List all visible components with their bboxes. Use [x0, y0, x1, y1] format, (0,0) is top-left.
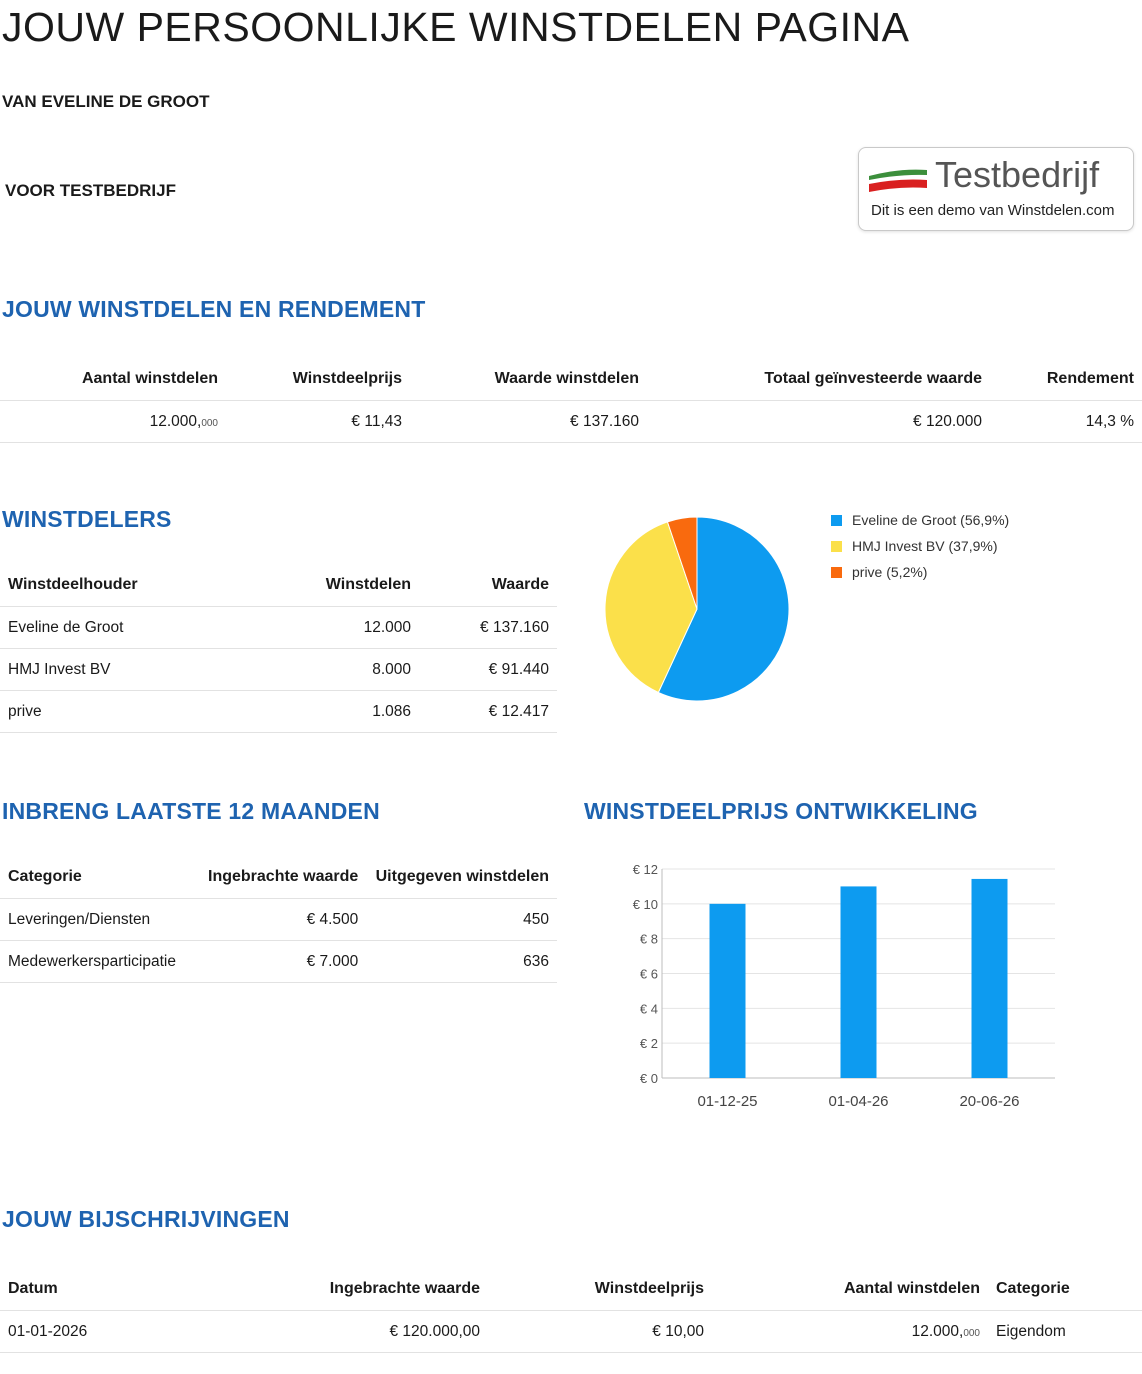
section-title-inbreng: INBRENG LAATSTE 12 MAANDEN: [2, 798, 380, 824]
table-cell: [0, 401, 226, 443]
owner-name: VAN EVELINE DE GROOT: [2, 92, 210, 111]
logo-name: Testbedrijf: [935, 154, 1100, 195]
col-header: Aantal winstdelen: [712, 1268, 988, 1311]
section-title-winstdelers: WINSTDELERS: [2, 506, 172, 532]
col-header: Winstdelen: [253, 564, 419, 607]
x-tick-label: 01-12-25: [697, 1093, 758, 1110]
table-row: [0, 1311, 1142, 1353]
table-row: [0, 649, 557, 691]
y-tick-label: € 6: [639, 966, 658, 982]
issued-shares: 636: [366, 941, 557, 983]
col-header: Categorie: [0, 856, 184, 899]
table-cell: € 120.000: [647, 401, 990, 443]
y-tick-label: € 12: [632, 862, 658, 877]
col-header: Waarde winstdelen: [410, 358, 647, 401]
table-cell: 14,3 %: [990, 401, 1142, 443]
table-row: [0, 899, 557, 941]
legend-item: [831, 538, 998, 554]
category: Leveringen/Diensten: [0, 899, 184, 941]
category: Medewerkersparticipatie: [0, 941, 184, 983]
legend-swatch: [831, 567, 842, 578]
col-header: Winstdeelprijs: [226, 358, 410, 401]
col-header: Winstdeelhouder: [0, 564, 253, 607]
holder-name: HMJ Invest BV: [0, 649, 253, 691]
company-name: VOOR TESTBEDRIJF: [5, 181, 176, 200]
col-header: Categorie: [988, 1268, 1142, 1311]
table-row: [0, 607, 557, 649]
entry-date: 01-01-2026: [0, 1311, 196, 1353]
legend-item: [831, 564, 927, 580]
bar: [841, 886, 877, 1078]
legend-label: prive (5,2%): [852, 564, 928, 580]
page-title: JOUW PERSOONLIJKE WINSTDELEN PAGINA: [2, 4, 910, 50]
entry-price: € 10,00: [488, 1311, 712, 1353]
col-header: Totaal geïnvesteerde waarde: [647, 358, 990, 401]
contributed-value: € 4.500: [184, 899, 366, 941]
price-bar-chart: [600, 855, 1070, 1115]
holder-shares: 8.000: [253, 649, 419, 691]
entry-count: [712, 1311, 988, 1353]
holder-shares: 12.000: [253, 607, 419, 649]
legend-swatch: [831, 515, 842, 526]
entry-category: Eigendom: [988, 1311, 1142, 1353]
cell-decimals: 000: [201, 417, 218, 429]
table-cell: € 11,43: [226, 401, 410, 443]
x-tick-label: 01-04-26: [828, 1093, 889, 1110]
bar: [710, 904, 746, 1078]
table-row: [0, 401, 1142, 443]
y-tick-label: € 8: [639, 931, 658, 947]
cell-value: 12.000,: [911, 1322, 964, 1340]
col-header: Ingebrachte waarde: [196, 1268, 488, 1311]
y-tick-label: € 0: [639, 1071, 658, 1086]
legend-item: [831, 512, 1009, 528]
winstdelers-pie-chart: [600, 512, 794, 706]
company-logo: [858, 147, 1134, 231]
cell-value: 12.000,: [149, 412, 202, 430]
bar: [972, 879, 1008, 1078]
section-title-rendement: JOUW WINSTDELEN EN RENDEMENT: [2, 296, 426, 322]
y-tick-label: € 2: [639, 1036, 658, 1052]
legend-label: Eveline de Groot (56,9%): [852, 512, 1010, 528]
col-header: Uitgegeven winstdelen: [366, 856, 557, 899]
holder-shares: 1.086: [253, 691, 419, 733]
inbreng-table: [0, 856, 557, 983]
entry-value: € 120.000,00: [196, 1311, 488, 1353]
holder-name: prive: [0, 691, 253, 733]
col-header: Waarde: [419, 564, 557, 607]
issued-shares: 450: [366, 899, 557, 941]
holder-value: € 91.440: [419, 649, 557, 691]
col-header: Datum: [0, 1268, 196, 1311]
y-tick-label: € 10: [632, 896, 658, 912]
holder-value: € 137.160: [419, 607, 557, 649]
x-tick-label: 20-06-26: [959, 1093, 1020, 1110]
table-row: [0, 941, 557, 983]
legend-swatch: [831, 541, 842, 552]
winstdelers-table: [0, 564, 557, 733]
y-tick-label: € 4: [639, 1001, 658, 1017]
col-header: Ingebrachte waarde: [184, 856, 366, 899]
logo-flag-icon: [867, 166, 931, 194]
col-header: Winstdeelprijs: [488, 1268, 712, 1311]
table-row: [0, 691, 557, 733]
section-title-bijschrijvingen: JOUW BIJSCHRIJVINGEN: [2, 1206, 290, 1232]
contributed-value: € 7.000: [184, 941, 366, 983]
legend-label: HMJ Invest BV (37,9%): [852, 538, 998, 554]
logo-tagline: Dit is een demo van Winstdelen.com: [871, 202, 1115, 219]
col-header: Aantal winstdelen: [0, 358, 226, 401]
holder-name: Eveline de Groot: [0, 607, 253, 649]
bijschrijvingen-table: [0, 1268, 1142, 1353]
holder-value: € 12.417: [419, 691, 557, 733]
cell-decimals: 000: [963, 1327, 980, 1339]
col-header: Rendement: [990, 358, 1142, 401]
table-cell: € 137.160: [410, 401, 647, 443]
rendement-table: [0, 358, 1142, 443]
section-title-ontwikkeling: WINSTDEELPRIJS ONTWIKKELING: [584, 798, 978, 824]
